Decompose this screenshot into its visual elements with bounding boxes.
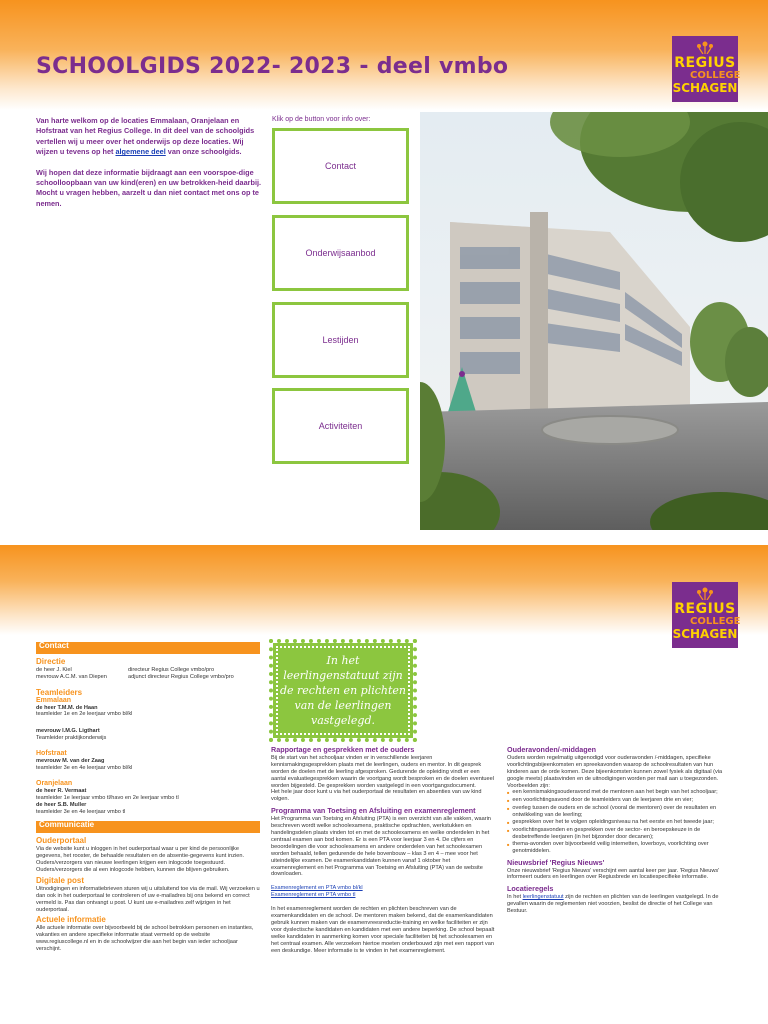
orange-header-band-2 <box>0 545 768 635</box>
person-name: mevrouw M. van der Zaag <box>36 758 105 765</box>
digitale-post-heading: Digitale post <box>36 875 85 885</box>
person-role: teamleider 3e en 4e leerjaar vmbo tl <box>36 808 126 815</box>
school-building-photo <box>420 112 768 530</box>
person-name: mevrouw I.M.G. Ligthart <box>36 728 100 735</box>
emmalaan-heading: Emmalaan <box>36 696 72 704</box>
logo-line-1: REGIUS <box>674 601 736 617</box>
contact-column <box>36 642 260 953</box>
ouderportaal-heading: Ouderportaal <box>36 836 87 846</box>
directie-heading: Directie <box>36 657 66 666</box>
examenreglement-text: In het examenreglement worden de rechten en plichten beschreven van de examenkandidaten en de school. De mentoren maken bekend, dat de examenkandidaten gebruik kunnen maken van de examenvreesreductie-training en welke faciliteiten er zijn voor dyslectische kandidaten en kandidaten met een andere beperking. De school bepaalt welke kandidaten in aanmerking komen voor speciale faciliteiten bij het schoolexamen en het centraal examen. Alle verzoeken hiertoe moeten onderbouwd zijn met een rapport van een deskundige. Meer informatie is te vinden in het examenreglement. <box>271 906 495 954</box>
flower-icon <box>694 586 716 600</box>
contact-button[interactable]: Contact <box>272 128 409 204</box>
algemene-deel-link[interactable]: algemene deel <box>115 147 166 157</box>
middle-column <box>271 747 496 954</box>
pta-text: Het Programma van Toetsing en Afsluiting (PTA) is een overzicht van alle vakken, waarin beschreven wordt welke schoolexamens, praktische opdrachten, werkstukken en handelingsdelen plaats vinden tot en met de schoolexamens en welke onderdelen in het centraal examen aan bod komen. Er is een PTA voor leerjaar 3 en 4. De cijfers en beoordelingen die voor schoolexamens en andere onderdelen van het schoolexamen worden behaald, tellen gedurende de hele bovenbouw – klas 3 en 4 – mee voor het uiteindelijke examen. De examenkandidaten kunnen vanaf 1 oktober het examenreglement en het Programma van Toetsing en Afsluiting (PTA) van de website downloaden. <box>271 816 491 878</box>
intro-text <box>36 116 266 219</box>
leerlingenstatuut-link[interactable]: leerlingenstatuut <box>522 894 564 901</box>
regius-college-logo-2 <box>672 582 741 648</box>
actuele-informatie-heading: Actuele informatie <box>36 915 106 925</box>
lestijden-button[interactable]: Lestijden <box>272 302 409 378</box>
pta-bl-kl-link[interactable]: Examenreglement en PTA vmbo bl/kl <box>271 885 363 892</box>
person-role: teamleider 1e en 2e leerjaar vmbo bl/kl <box>36 711 133 718</box>
logo-line-2: COLLEGE <box>690 70 741 81</box>
onderwijsaanbod-button[interactable]: Onderwijsaanbod <box>272 215 409 291</box>
digitale-post-text: Uitnodigingen en informatiebrieven sturen wij u uitsluitend toe via de mail. Wij verzoeken u dan ook in het ouderportaal te controleren of uw e-mailadres bij ons bekend en correct vermeld is. Pas dan ontvangt u post. U kunt uw e-mailadres zelf wijzigen in het ouderportaal. <box>36 885 260 913</box>
rapportage-text: Bij de start van het schooljaar vinden er in verschillende leerjaren kennismakingsgesprekken plaats met de leerlingen, ouders en mentor. In dit gesprek worden de doelen met de leerling afgesproken. Gedurende de opleiding vindt er een aantal evaluatiegesprekken waarin de voortgang wordt besproken en de doelen eventueel worden bijgesteld. De gesprekken worden vastgelegd in een voortgangsdocument. <box>271 754 494 789</box>
activiteiten-button[interactable]: Activiteiten <box>272 388 409 464</box>
ouderavonden-text: Ouders worden regelmatig uitgenodigd voor ouderavonden /-middagen, specifieke voorlichtingsbijeenkomsten en spreekavonden waarop de schoolresultaten van hun kinderen aan de orde komen. Deze bijeenkomsten kunnen zowel fysiek als digitaal (via google meets) plaatsvinden en de uitnodigingen worden per mail aan u toegezonden. Voorbeelden zijn: <box>507 754 723 789</box>
actuele-informatie-text: Alle actuele informatie over bijvoorbeeld bij de school betrokken personen en instanties, vakanties en andere specifieke informatie staat vermeld op de website www.regiuscollege.nl en in de schoolwijzer die aan het begin van ieder schooljaar verschijnt. <box>36 925 254 953</box>
logo-line-2: COLLEGE <box>690 616 741 627</box>
intro-paragraph-1: Van harte welkom op de locaties Emmalaan, Oranjelaan en Hofstraat van het Regius College. In dit deel van de schoolgids vertellen wij u meer over het onderwijs op deze locaties. Wij wijzen u tevens op het algemene deel van onze schoolgids. <box>36 116 255 157</box>
directie-row: mevrouw A.C.M. van Diepen adjunct directeur Regius College vmbo/pro <box>36 673 234 680</box>
locatieregels-text: In het leerlingenstatuut zijn de rechten en plichten van de leerlingen vastgelegd. In de gevallen waarin de reglementen niet voorzien, beslist de directie of het College van Bestuur. <box>507 894 719 915</box>
ouderavonden-heading: Ouderavonden/-middagen <box>507 745 597 754</box>
ouderportaal-text: Via de website kunt u inloggen in het ouderportaal waar u per kind de persoonlijke gegevens, het rooster, de behaalde resultaten en de absentie-gegevens kunt inzien. Ouders/verzorgers van nieuwe leerlingen krijgen een inlogcode toegestuurd. Ouders/verzorgers die al een inlogcode hebben, kunnen die blijven gebruiken. <box>36 846 245 874</box>
list-item: ■ een kennismakingsouderavond met de mentoren aan het begin van het schooljaar; <box>507 789 732 797</box>
nieuwsbrief-heading: Nieuwsbrief 'Regius Nieuws' <box>507 857 605 867</box>
button-instruction: Klik op de button voor info over: <box>272 116 371 123</box>
regius-college-logo <box>672 36 741 102</box>
pta-tl-link[interactable]: Examenreglement en PTA vmbo tl <box>271 892 356 899</box>
list-item: ■ overleg tussen de ouders en de school (vooral de mentoren) over de resultaten en ontwikkeling van de leerling; <box>507 805 732 819</box>
list-item: ■ een voorlichtingsavond door de teamleiders van de leerjaren drie en vier; <box>507 797 732 805</box>
rapportage-text-2: Het hele jaar door kunt u via het ouderportaal de resultaten en absenties van uw kind volgen. <box>271 789 482 803</box>
contact-section-header: Contact <box>36 642 260 654</box>
list-item: ■ voorlichtingsavonden en gesprekken over de sector- en beroepskeuze in de desbetreffende leerjaren (in het bijzonder door decanen); <box>507 827 732 841</box>
intro-paragraph-2: Wij hopen dat deze informatie bijdraagt aan een voorspoe-dige schoolloopbaan van uw kind(eren) en uw betrokken-heid daarbij. Mocht u vragen hebben, aarzelt u dan niet contact met ons op te nemen. <box>36 167 262 208</box>
nieuwsbrief-text: Onze nieuwsbrief 'Regius Nieuws' verschijnt een aantal keer per jaar. 'Regius Nieuws' informeert ouders en leerlingen over Regiusbrede en locatiespecifieke informatie. <box>507 867 720 881</box>
person-name: de heer R. Vermaat <box>36 787 87 794</box>
logo-line-3: SCHAGEN <box>672 81 738 95</box>
oranjelaan-heading: Oranjelaan <box>36 779 73 787</box>
logo-line-1: REGIUS <box>674 55 736 71</box>
quote-text: In het leerlingenstatuut zijn de rechten en plichten van de leerlingen vastgelegd. <box>279 654 406 727</box>
right-column <box>507 747 732 915</box>
pta-heading: Programma van Toetsing en Afsluiting en examenreglement <box>271 806 476 816</box>
leerlingenstatuut-quote <box>273 643 413 738</box>
hofstraat-heading: Hofstraat <box>36 750 67 758</box>
teamleiders-heading: Teamleiders <box>36 687 83 697</box>
list-item: ■ gesprekken over het te volgen opleidingsniveau na het eerste en het tweede jaar; <box>507 819 732 827</box>
rapportage-heading: Rapportage en gesprekken met de ouders <box>271 745 415 754</box>
person-role: Teamleider praktijkonderwijs <box>36 735 107 742</box>
logo-line-3: SCHAGEN <box>672 627 738 641</box>
directie-row: de heer J. Kiel directeur Regius College vmbo/pro <box>36 666 215 673</box>
page-two <box>0 545 768 1024</box>
communicatie-section-header: Communicatie <box>36 821 260 833</box>
page-title: SCHOOLGIDS 2022- 2023 - deel vmbo <box>36 54 509 79</box>
person-role: teamleider 3e en 4e leerjaar vmbo bl/kl <box>36 764 133 771</box>
person-role: teamleider 1e leerjaar vmbo tl/havo en 2e leerjaar vmbo tl <box>36 794 179 801</box>
locatieregels-heading: Locatieregels <box>507 884 554 894</box>
person-name: de heer T.M.M. de Haan <box>36 704 98 711</box>
person-name: de heer S.B. Muller <box>36 801 87 808</box>
flower-icon <box>694 40 716 54</box>
list-item: ■ thema-avonden over bijvoorbeeld veilig internetten, loverboys, voorlichting over genotmiddelen. <box>507 841 732 855</box>
